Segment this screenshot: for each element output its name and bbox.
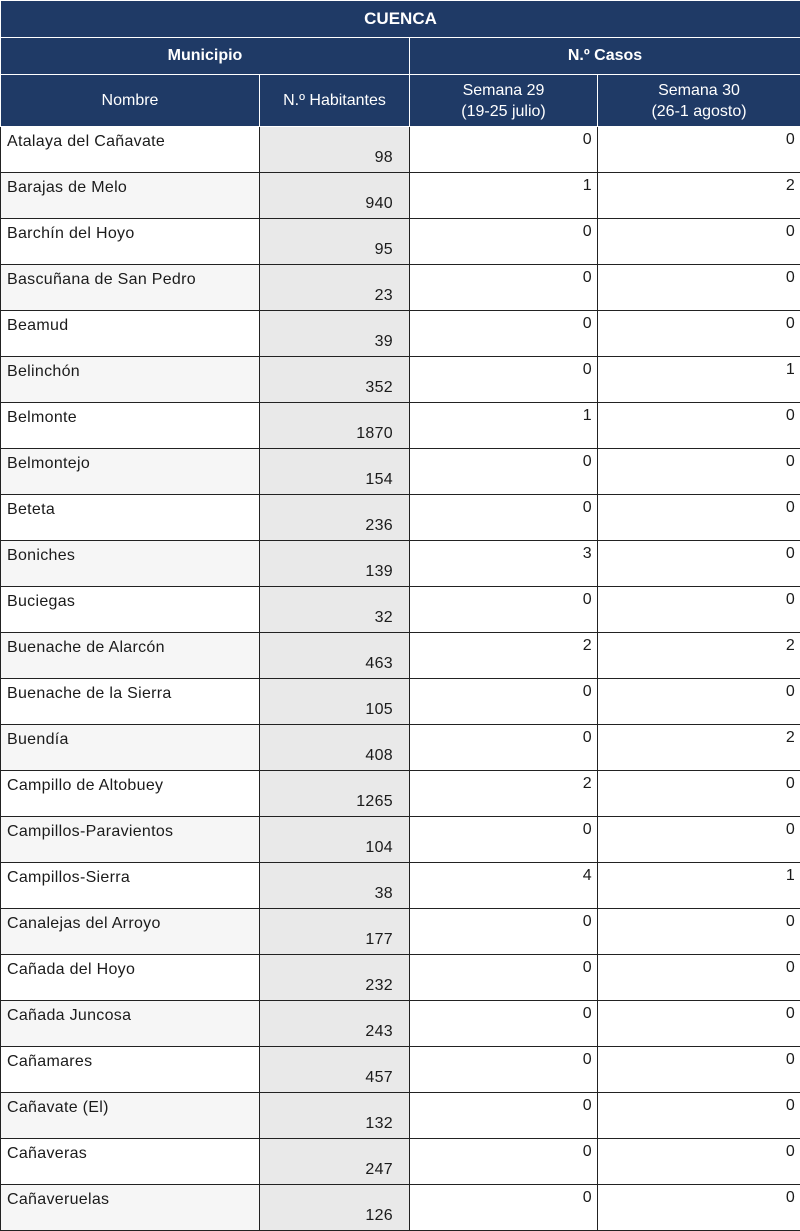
- municipio-name-cell: Beteta: [1, 495, 260, 541]
- habitantes-cell: 1870: [260, 403, 410, 449]
- semana29-cases-cell: 0: [410, 311, 598, 357]
- semana29-cases-cell: 0: [410, 817, 598, 863]
- semana29-cases-cell: 2: [410, 633, 598, 679]
- semana30-cases-cell: 0: [598, 771, 800, 817]
- semana29-cases-cell: 2: [410, 771, 598, 817]
- semana29-cases-cell: 4: [410, 863, 598, 909]
- semana29-cases-cell: 0: [410, 1047, 598, 1093]
- habitantes-cell: 247: [260, 1139, 410, 1185]
- semana29-column-header: [410, 75, 598, 127]
- semana29-cases-cell: 0: [410, 1093, 598, 1139]
- habitantes-cell: 177: [260, 909, 410, 955]
- habitantes-cell: 32: [260, 587, 410, 633]
- column-header-row: [1, 75, 800, 127]
- municipio-name-cell: Bascuñana de San Pedro: [1, 265, 260, 311]
- municipio-name-cell: Campillos-Sierra: [1, 863, 260, 909]
- municipio-name-cell: Campillos-Paravientos: [1, 817, 260, 863]
- table-row: [1, 771, 800, 817]
- table-row: [1, 587, 800, 633]
- semana30-cases-cell: 0: [598, 1139, 800, 1185]
- semana30-cases-cell: 0: [598, 679, 800, 725]
- semana29-cases-cell: 1: [410, 403, 598, 449]
- table-row: [1, 219, 800, 265]
- habitantes-cell: 463: [260, 633, 410, 679]
- habitantes-column-header: N.º Habitantes: [260, 75, 410, 127]
- municipio-name-cell: Cañamares: [1, 1047, 260, 1093]
- semana30-cases-cell: 0: [598, 449, 800, 495]
- municipio-name-cell: Buenache de Alarcón: [1, 633, 260, 679]
- table-row: [1, 265, 800, 311]
- table-row: [1, 541, 800, 587]
- semana30-cases-cell: 1: [598, 863, 800, 909]
- habitantes-cell: 352: [260, 357, 410, 403]
- municipio-name-cell: Atalaya del Cañavate: [1, 127, 260, 173]
- habitantes-cell: 457: [260, 1047, 410, 1093]
- semana30-cases-cell: 0: [598, 1001, 800, 1047]
- table-row: [1, 403, 800, 449]
- table-row: [1, 127, 800, 173]
- table-row: [1, 633, 800, 679]
- semana30-cases-cell: 0: [598, 403, 800, 449]
- semana30-cases-cell: 0: [598, 817, 800, 863]
- municipio-name-cell: Belinchón: [1, 357, 260, 403]
- semana30-cases-cell: 0: [598, 955, 800, 1001]
- municipio-name-cell: Barchín del Hoyo: [1, 219, 260, 265]
- habitantes-cell: 154: [260, 449, 410, 495]
- habitantes-cell: 139: [260, 541, 410, 587]
- semana30-cases-cell: 0: [598, 219, 800, 265]
- semana30-cases-cell: 0: [598, 1185, 800, 1231]
- semana29-dates: (19-25 julio): [410, 101, 597, 122]
- municipio-name-cell: Cañaveras: [1, 1139, 260, 1185]
- title-row: [1, 1, 800, 38]
- table-row: [1, 1093, 800, 1139]
- municipio-name-cell: Cañavate (El): [1, 1093, 260, 1139]
- semana30-cases-cell: 1: [598, 357, 800, 403]
- semana30-cases-cell: 2: [598, 173, 800, 219]
- semana30-cases-cell: 0: [598, 1047, 800, 1093]
- table-row: [1, 679, 800, 725]
- semana30-cases-cell: 2: [598, 633, 800, 679]
- semana30-cases-cell: 0: [598, 1093, 800, 1139]
- municipio-name-cell: Cañada del Hoyo: [1, 955, 260, 1001]
- semana29-cases-cell: 0: [410, 955, 598, 1001]
- semana29-cases-cell: 0: [410, 449, 598, 495]
- semana29-cases-cell: 0: [410, 265, 598, 311]
- municipio-name-cell: Cañaveruelas: [1, 1185, 260, 1231]
- semana29-cases-cell: 0: [410, 357, 598, 403]
- semana30-cases-cell: 0: [598, 495, 800, 541]
- casos-group-header: N.º Casos: [410, 38, 800, 75]
- semana29-cases-cell: 3: [410, 541, 598, 587]
- habitantes-cell: 39: [260, 311, 410, 357]
- habitantes-cell: 408: [260, 725, 410, 771]
- municipio-name-cell: Buciegas: [1, 587, 260, 633]
- semana29-cases-cell: 1: [410, 173, 598, 219]
- semana30-label: Semana 30: [598, 80, 800, 101]
- municipio-name-cell: Belmontejo: [1, 449, 260, 495]
- table-row: [1, 311, 800, 357]
- municipio-name-cell: Canalejas del Arroyo: [1, 909, 260, 955]
- table-row: [1, 1001, 800, 1047]
- table-row: [1, 173, 800, 219]
- habitantes-cell: 1265: [260, 771, 410, 817]
- semana29-cases-cell: 0: [410, 679, 598, 725]
- semana29-label: Semana 29: [410, 80, 597, 101]
- habitantes-cell: 126: [260, 1185, 410, 1231]
- municipio-name-cell: Buenache de la Sierra: [1, 679, 260, 725]
- municipio-name-cell: Buendía: [1, 725, 260, 771]
- semana30-cases-cell: 0: [598, 265, 800, 311]
- municipio-name-cell: Beamud: [1, 311, 260, 357]
- habitantes-cell: 232: [260, 955, 410, 1001]
- habitantes-cell: 243: [260, 1001, 410, 1047]
- semana29-cases-cell: 0: [410, 495, 598, 541]
- semana29-cases-cell: 0: [410, 219, 598, 265]
- table-row: [1, 909, 800, 955]
- semana29-cases-cell: 0: [410, 1185, 598, 1231]
- habitantes-cell: 236: [260, 495, 410, 541]
- semana29-cases-cell: 0: [410, 1001, 598, 1047]
- habitantes-cell: 132: [260, 1093, 410, 1139]
- table-row: [1, 357, 800, 403]
- group-header-row: [1, 38, 800, 75]
- municipio-name-cell: Campillo de Altobuey: [1, 771, 260, 817]
- semana29-cases-cell: 0: [410, 587, 598, 633]
- table-row: [1, 1047, 800, 1093]
- table-row: [1, 449, 800, 495]
- semana29-cases-cell: 0: [410, 909, 598, 955]
- semana30-cases-cell: 0: [598, 541, 800, 587]
- habitantes-cell: 23: [260, 265, 410, 311]
- table-row: [1, 863, 800, 909]
- semana29-cases-cell: 0: [410, 1139, 598, 1185]
- semana30-cases-cell: 2: [598, 725, 800, 771]
- habitantes-cell: 940: [260, 173, 410, 219]
- habitantes-cell: 104: [260, 817, 410, 863]
- province-title: CUENCA: [1, 1, 800, 38]
- table-header: [1, 1, 800, 127]
- semana30-cases-cell: 0: [598, 587, 800, 633]
- semana30-cases-cell: 0: [598, 311, 800, 357]
- municipio-group-header: Municipio: [1, 38, 410, 75]
- semana30-cases-cell: 0: [598, 909, 800, 955]
- table-row: [1, 955, 800, 1001]
- semana29-cases-cell: 0: [410, 127, 598, 173]
- semana29-cases-cell: 0: [410, 725, 598, 771]
- table-row: [1, 1185, 800, 1231]
- municipio-name-cell: Cañada Juncosa: [1, 1001, 260, 1047]
- table-row: [1, 817, 800, 863]
- semana30-column-header: [598, 75, 800, 127]
- habitantes-cell: 38: [260, 863, 410, 909]
- table-row: [1, 495, 800, 541]
- table-row: [1, 1139, 800, 1185]
- municipio-name-cell: Barajas de Melo: [1, 173, 260, 219]
- municipio-name-cell: Belmonte: [1, 403, 260, 449]
- habitantes-cell: 105: [260, 679, 410, 725]
- table-body: [1, 127, 800, 1231]
- municipio-name-cell: Boniches: [1, 541, 260, 587]
- nombre-column-header: Nombre: [1, 75, 260, 127]
- habitantes-cell: 98: [260, 127, 410, 173]
- semana30-dates: (26-1 agosto): [598, 101, 800, 122]
- semana30-cases-cell: 0: [598, 127, 800, 173]
- habitantes-cell: 95: [260, 219, 410, 265]
- table-row: [1, 725, 800, 771]
